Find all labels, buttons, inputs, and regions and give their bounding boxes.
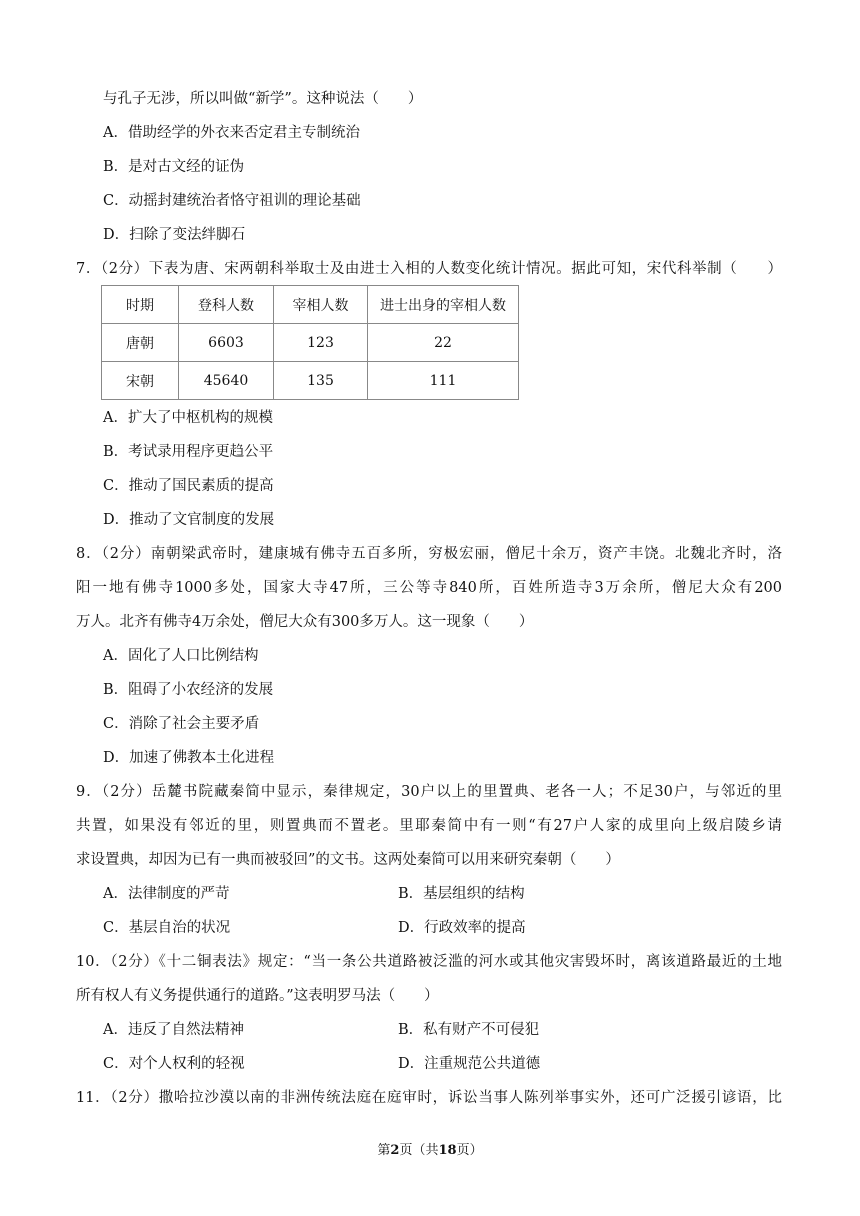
q10-stem-line-2: 所有权人有义务提供通行的道路。”这表明罗马法（ ） bbox=[76, 988, 439, 1004]
table-cell: 唐朝 bbox=[102, 324, 179, 362]
footer-page-number: 2 bbox=[390, 1143, 400, 1158]
table-cell: 123 bbox=[274, 324, 368, 362]
q7-option-b[interactable]: B．考试录用程序更趋公平 bbox=[103, 444, 274, 460]
table-header-cell: 进士出身的宰相人数 bbox=[368, 286, 519, 324]
table-header-cell: 宰相人数 bbox=[274, 286, 368, 324]
footer-suffix: 页） bbox=[456, 1143, 483, 1158]
q7-option-d[interactable]: D．推动了文官制度的发展 bbox=[103, 512, 275, 528]
q7-option-c[interactable]: C．推动了国民素质的提高 bbox=[103, 478, 274, 494]
table-cell: 111 bbox=[368, 362, 519, 400]
q6-option-d[interactable]: D．扫除了变法绊脚石 bbox=[103, 227, 246, 243]
table-cell: 22 bbox=[368, 324, 519, 362]
table-header-cell: 登科人数 bbox=[179, 286, 274, 324]
q10-option-b[interactable]: B．私有财产不可侵犯 bbox=[398, 1022, 540, 1038]
q6-option-b[interactable]: B．是对古文经的证伪 bbox=[103, 159, 245, 175]
q8-stem-line-2: 阳一地有佛寺1000多处，国家大寺47所，三公等寺840所，百姓所造寺3万余所，僧尼大众有200 bbox=[76, 580, 782, 596]
q11-stem-line-1: 11．（2分）撒哈拉沙漠以南的非洲传统法庭在庭审时，诉讼当事人陈列举事实外，还可广泛援引谚语，比 bbox=[76, 1090, 782, 1106]
q6-stem-continuation: 与孔子无涉，所以叫做“新学”。这种说法（ ） bbox=[103, 91, 423, 107]
q7-option-a[interactable]: A．扩大了中枢机构的规模 bbox=[103, 410, 273, 426]
q7-stem: 7．（2分）下表为唐、宋两朝科举取士及由进士入相的人数变化统计情况。据此可知，宋代科举制（ ） bbox=[76, 261, 782, 277]
footer-total-pages: 18 bbox=[438, 1143, 457, 1158]
q8-option-a[interactable]: A．固化了人口比例结构 bbox=[103, 648, 259, 664]
table-row bbox=[102, 362, 519, 400]
footer-middle: 页（共 bbox=[399, 1143, 439, 1158]
q10-option-c[interactable]: C．对个人权利的轻视 bbox=[103, 1056, 245, 1072]
q7-data-table bbox=[101, 285, 519, 400]
q9-option-b[interactable]: B．基层组织的结构 bbox=[398, 886, 525, 902]
q6-option-a[interactable]: A．借助经学的外衣来否定君主专制统治 bbox=[103, 125, 360, 141]
q6-option-c[interactable]: C．动摇封建统治者恪守祖训的理论基础 bbox=[103, 193, 361, 209]
q9-stem-line-3: 求设置典，却因为已有一典而被驳回”的文书。这两处秦简可以用来研究秦朝（ ） bbox=[76, 852, 620, 868]
q9-option-d[interactable]: D．行政效率的提高 bbox=[398, 920, 526, 936]
q9-option-c[interactable]: C．基层自治的状况 bbox=[103, 920, 231, 936]
table-cell: 45640 bbox=[179, 362, 274, 400]
table-header-cell: 时期 bbox=[102, 286, 179, 324]
page-footer bbox=[0, 1139, 860, 1158]
q8-option-d[interactable]: D．加速了佛教本土化进程 bbox=[103, 750, 275, 766]
table-cell: 135 bbox=[274, 362, 368, 400]
q9-stem-line-2: 共置，如果没有邻近的里，则置典而不置老。里耶秦简中有一则“有27户人家的成里向上级启陵乡请 bbox=[76, 818, 782, 834]
q10-stem-line-1: 10．（2分）《十二铜表法》规定：“当一条公共道路被泛滥的河水或其他灾害毁坏时，离该道路最近的土地 bbox=[76, 954, 782, 970]
q10-option-a[interactable]: A．违反了自然法精神 bbox=[103, 1022, 244, 1038]
q10-option-d[interactable]: D．注重规范公共道德 bbox=[398, 1056, 541, 1072]
table-cell: 6603 bbox=[179, 324, 274, 362]
q8-stem-line-3: 万人。北齐有佛寺4万余处，僧尼大众有300多万人。这一现象（ ） bbox=[76, 614, 534, 630]
table-row bbox=[102, 324, 519, 362]
table-header-row bbox=[102, 286, 519, 324]
q8-stem-line-1: 8．（2分）南朝梁武帝时，建康城有佛寺五百多所，穷极宏丽，僧尼十余万，资产丰饶。北魏北齐时，洛 bbox=[76, 546, 782, 562]
q9-option-a[interactable]: A．法律制度的严苛 bbox=[103, 886, 230, 902]
q8-option-b[interactable]: B．阻碍了小农经济的发展 bbox=[103, 682, 274, 698]
q8-option-c[interactable]: C．消除了社会主要矛盾 bbox=[103, 716, 260, 732]
q9-stem-line-1: 9．（2分）岳麓书院藏秦简中显示，秦律规定，30户以上的里置典、老各一人；不足30户，与邻近的里 bbox=[76, 784, 782, 800]
footer-prefix: 第 bbox=[377, 1143, 391, 1158]
table-cell: 宋朝 bbox=[102, 362, 179, 400]
